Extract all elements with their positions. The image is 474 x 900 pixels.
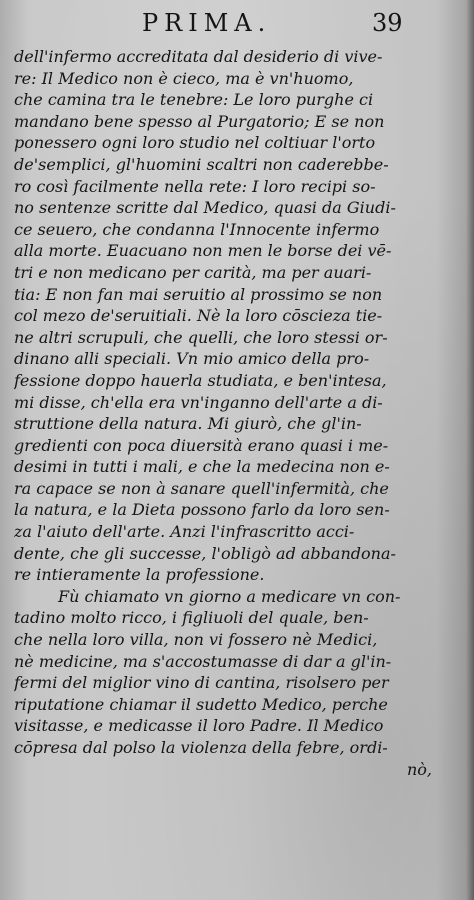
text-line: riputatione chiamar il sudetto Medico, perche [14,694,388,714]
text-line: za l'aiuto dell'arte. Anzi l'infrascritto acci- [14,522,355,542]
catchword: nò, [406,759,432,779]
text-line: ro così facilmente nella rete: I loro recipi so- [14,176,376,196]
body-text [14,46,454,780]
text-line: re intieramente la professione. [14,565,265,585]
text-line: ra capace se non à sanare quell'infermità, che [14,478,389,498]
text-line: struttione della natura. Mi giurò, che gl'in- [14,414,362,434]
text-line: col mezo de'seruitiali. Nè la loro cōscieza tie- [14,306,383,326]
text-line: la natura, e la Dieta possono farlo da loro sen- [14,500,390,520]
text-line: dente, che gli successe, l'obligò ad abbandona- [14,543,396,563]
text-line: visitasse, e medicasse il loro Padre. Il Medico [14,716,384,736]
text-line: ponessero ogni loro studio nel coltiuar l'orto [14,133,376,153]
paragraph-first-line: Fù chiamato vn giorno a medicare vn con- [58,586,401,606]
page-number: 39 [372,9,403,37]
text-line: mandano bene spesso al Purgatorio; E se non [14,111,385,131]
text-line: ce seuero, che condanna l'Innocente infermo [14,219,380,239]
text-line: gredienti con poca diuersità erano quasi i me- [14,435,389,455]
text-line: fessione doppo hauerla studiata, e ben'intesa, [14,370,387,390]
text-line: tri e non medicano per carità, ma per auari- [14,262,372,282]
page-edge-shadow [466,0,474,900]
text-line: che nella loro villa, non vi fossero nè Medici, [14,630,378,650]
text-line: tadino molto ricco, i figliuoli del quale, ben- [14,608,369,628]
text-line: tia: E non fan mai seruitio al prossimo se non [14,284,383,304]
text-line: fermi del miglior vino di cantina, risolsero per [14,673,389,693]
text-line: desimi in tutti i mali, e che la medecina non e- [14,457,390,477]
page-header [0,6,474,40]
text-line: no sentenze scritte dal Medico, quasi da Giudi- [14,198,396,218]
text-line: mi disse, ch'ella era vn'inganno dell'arte a di- [14,392,383,412]
text-line: ne altri scrupuli, che quelli, che loro stessi or- [14,327,388,347]
text-line: dell'infermo accreditata dal desiderio di vive- [14,47,383,66]
running-head: PRIMA. [142,9,272,37]
text-line: re: Il Medico non è cieco, ma è vn'huomo, [14,68,354,88]
text-line: de'semplici, gl'huomini scaltri non caderebbe- [14,154,389,174]
text-line: dinano alli speciali. Vn mio amico della pro- [14,349,370,369]
text-line: cōpresa dal polso la violenza della febre, ordi- [14,738,388,757]
text-line: alla morte. Euacuano non men le borse dei vē- [14,241,392,261]
text-line: nè medicine, ma s'accostumasse di dar a gl'in- [14,651,392,671]
text-line: che camina tra le tenebre: Le loro purghe ci [14,90,374,110]
